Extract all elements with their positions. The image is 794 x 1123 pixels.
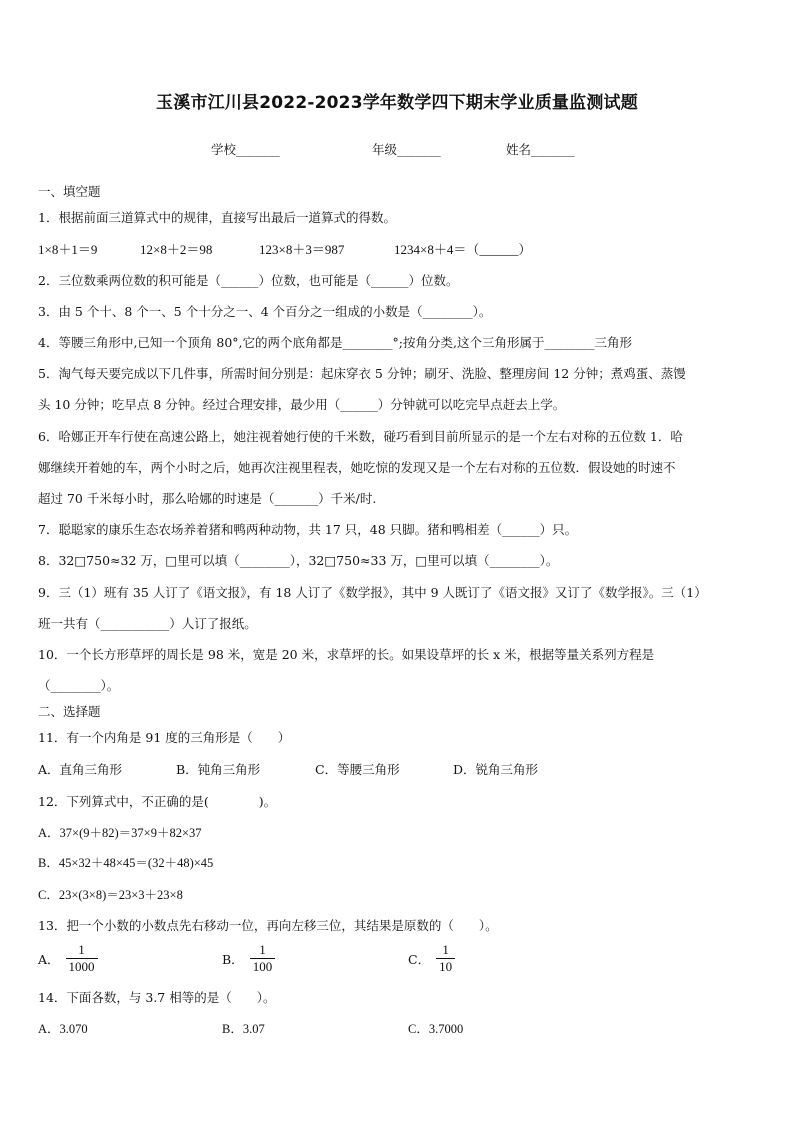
question-8: 8．32□750≈32 万，□里可以填（________），32□750≈33 万，□里可以填（________）。 bbox=[38, 553, 559, 568]
question-10-line-2: （________）。 bbox=[38, 678, 120, 693]
q13-option-c bbox=[408, 942, 455, 975]
q12-option-c: C．23×(3×8)＝23×3＋23×8 bbox=[38, 888, 183, 902]
q13-option-b bbox=[222, 942, 275, 975]
fraction-denominator: 1000 bbox=[68, 959, 95, 974]
q1-expr-1: 1×8＋1＝9 bbox=[38, 242, 98, 257]
fraction-numerator: 1 bbox=[442, 942, 449, 957]
fraction-numerator: 1 bbox=[259, 942, 266, 957]
fraction-denominator: 100 bbox=[252, 959, 273, 974]
question-9-line-2: 班一共有（___________）人订了报纸。 bbox=[38, 616, 257, 631]
question-1: 1．根据前面三道算式中的规律，直接写出最后一道算式的得数。 bbox=[38, 210, 396, 225]
q13-option-a bbox=[38, 942, 98, 975]
section-fill-blank: 一、填空题 bbox=[38, 184, 101, 199]
question-2: 2．三位数乘两位数的积可能是（______）位数，也可能是（______）位数。 bbox=[38, 273, 459, 288]
q12-option-a: A．37×(9＋82)＝37×9＋82×37 bbox=[38, 826, 202, 840]
question-13: 13．把一个小数的小数点先右移动一位，再向左移三位，其结果是原数的（ ）。 bbox=[38, 918, 498, 933]
name-field: 姓名_______ bbox=[506, 142, 575, 157]
q11-option-a: A．直角三角形 bbox=[38, 762, 123, 777]
q11-option-c: C．等腰三角形 bbox=[315, 762, 400, 777]
q12-option-b: B．45×32＋48×45＝(32＋48)×45 bbox=[38, 856, 214, 870]
section-multiple-choice: 二、选择题 bbox=[38, 704, 101, 719]
question-5-line-1: 5．淘气每天要完成以下几件事，所需时间分别是：起床穿衣 5 分钟；刷牙、洗脸、整理房间 12 分钟；煮鸡蛋、蒸馒 bbox=[38, 366, 686, 381]
question-4: 4．等腰三角形中,已知一个顶角 80°,它的两个底角都是________°;按角分类,这个三角形属于________三角形 bbox=[38, 335, 632, 350]
question-5-line-2: 头 10 分钟；吃早点 8 分钟。经过合理安排，最少用（______）分钟就可以吃完早点赶去上学。 bbox=[38, 397, 566, 412]
question-6-line-2: 娜继续开着她的车，两个小时之后，她再次注视里程表，她吃惊的发现又是一个左右对称的五位数．假设她的时速不 bbox=[38, 460, 676, 475]
page-title: 玉溪市江川县2022-2023学年数学四下期末学业质量监测试题 bbox=[156, 93, 638, 113]
question-10-line-1: 10．一个长方形草坪的周长是 98 米，宽是 20 米，求草坪的长。如果设草坪的长 x 米，根据等量关系列方程是 bbox=[38, 647, 655, 662]
question-11: 11．有一个内角是 91 度的三角形是（ ） bbox=[38, 730, 291, 745]
question-9-line-1: 9．三（1）班有 35 人订了《语文报》，有 18 人订了《数学报》，其中 9 人既订了《语文报》又订了《数学报》。三（1） bbox=[38, 585, 707, 600]
question-3: 3．由 5 个十、8 个一、5 个十分之一、4 个百分之一组成的小数是（________）。 bbox=[38, 304, 492, 319]
q1-expr-2: 12×8＋2＝98 bbox=[140, 242, 213, 257]
q14-option-a: A．3.070 bbox=[38, 1022, 88, 1036]
grade-field: 年级_______ bbox=[372, 142, 441, 157]
question-14: 14．下面各数，与 3.7 相等的是（ ）。 bbox=[38, 990, 276, 1005]
fraction-denominator: 10 bbox=[439, 959, 453, 974]
fraction bbox=[250, 942, 276, 975]
q14-option-b: B．3.07 bbox=[222, 1022, 265, 1036]
fraction bbox=[436, 942, 455, 975]
fraction bbox=[66, 942, 98, 975]
q13-option-a-label: A． bbox=[38, 951, 60, 967]
question-12: 12．下列算式中，不正确的是( )。 bbox=[38, 794, 277, 809]
question-7: 7．聪聪家的康乐生态农场养着猪和鸭两种动物，共 17 只，48 只脚。猪和鸭相差（______）只。 bbox=[38, 522, 578, 537]
fraction-numerator: 1 bbox=[78, 942, 85, 957]
q1-expr-3: 123×8＋3＝987 bbox=[259, 242, 345, 257]
question-6-line-1: 6．哈娜正开车行使在高速公路上，她注视着她行使的千米数，碰巧看到目前所显示的是一个左右对称的五位数 1．哈 bbox=[38, 429, 683, 444]
q14-option-c: C．3.7000 bbox=[408, 1022, 464, 1036]
q11-option-b: B．钝角三角形 bbox=[176, 762, 261, 777]
question-6-line-3: 超过 70 千米每小时，那么哈娜的时速是（_______）千米/时. bbox=[38, 491, 377, 506]
school-field: 学校_______ bbox=[211, 142, 280, 157]
q13-option-c-label: C． bbox=[408, 951, 431, 967]
q1-expr-4: 1234×8＋4＝（______） bbox=[394, 242, 532, 257]
q13-option-b-label: B． bbox=[222, 951, 244, 967]
q11-option-d: D．锐角三角形 bbox=[453, 762, 539, 777]
